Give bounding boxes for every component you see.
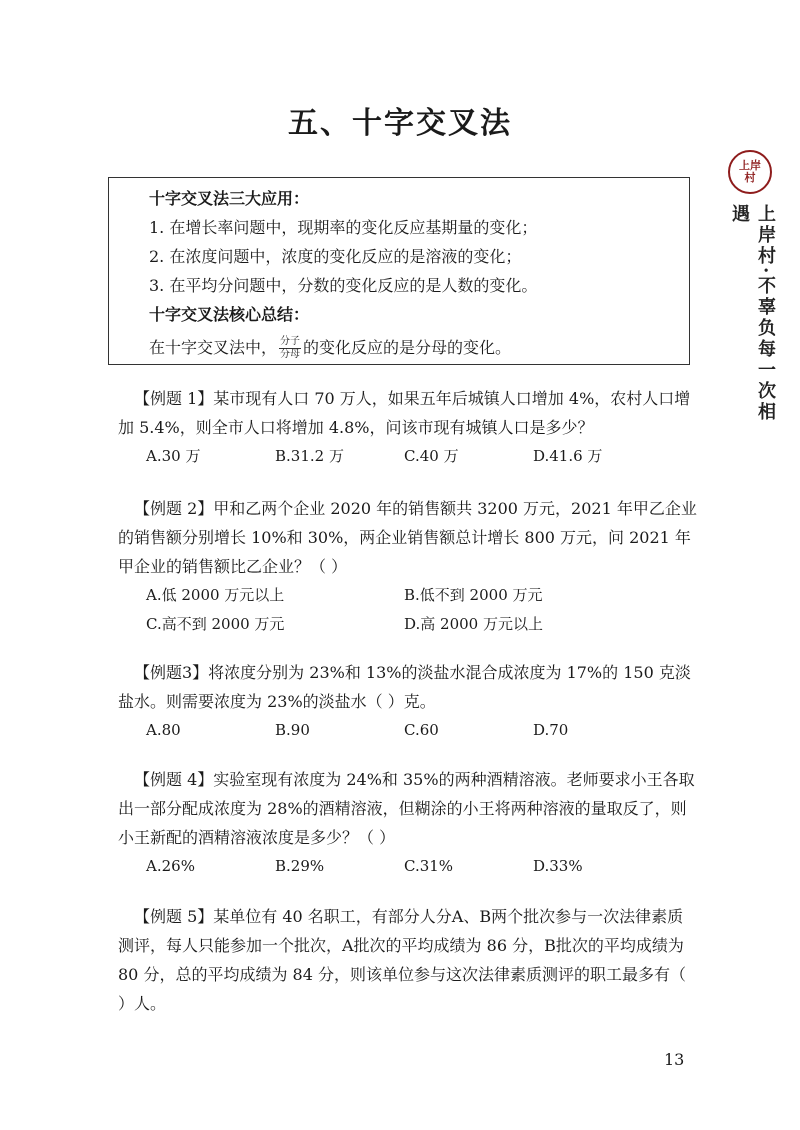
question-2 <box>118 494 698 639</box>
option-b: B.90 <box>275 721 310 739</box>
summary-box <box>108 177 690 365</box>
question-4 <box>118 765 698 881</box>
option-a: A.26% <box>146 857 195 875</box>
question-stem: 【例题 5】某单位有 40 名职工，有部分人分A、B两个批次参与一次法律素质测评，每人只能参加一个批次，A批次的平均成绩为 86 分，B批次的平均成绩为 80 分，总的平均成绩为 84 分，则该单位参与这次法律素质测评的职工最多有（ ）人。 <box>118 907 686 1013</box>
core-prefix: 在十字交叉法中， <box>149 338 278 357</box>
fraction-denominator: 分母 <box>280 349 301 360</box>
option-c: C.60 <box>404 721 439 739</box>
summary-item: 2. 在浓度问题中，浓度的变化反应的是溶液的变化； <box>149 247 522 266</box>
option-d: D.41.6 万 <box>533 447 603 465</box>
options <box>118 852 698 881</box>
fraction <box>279 336 301 361</box>
option-d: D.高 2000 万元以上 <box>404 615 543 633</box>
option-b: B.29% <box>275 857 325 875</box>
summary-core-line <box>149 333 689 362</box>
option-c: C.高不到 2000 万元 <box>146 615 285 633</box>
option-b: B.31.2 万 <box>275 447 344 465</box>
option-a: A.30 万 <box>146 447 201 465</box>
page-number: 13 <box>664 1050 685 1069</box>
question-1 <box>118 384 698 471</box>
question-stem: 【例题 2】甲和乙两个企业 2020 年的销售额共 3200 万元，2021 年甲乙企业的销售额分别增长 10%和 30%，两企业销售额总计增长 800 万元，问 2021 年甲企业的销售额比乙企业？（ ） <box>118 499 697 576</box>
options <box>118 716 698 745</box>
question-stem: 【例题3】将浓度分别为 23%和 13%的淡盐水混合成浓度为 17%的 150 克淡盐水。则需要浓度为 23%的淡盐水（ ）克。 <box>118 663 691 711</box>
fraction-numerator: 分子 <box>280 336 301 347</box>
option-a: A.80 <box>146 721 181 739</box>
summary-heading-applications: 十字交叉法三大应用： <box>149 189 310 208</box>
summary-item: 3. 在平均分问题中，分数的变化反应的是人数的变化。 <box>149 276 538 295</box>
option-d: D.33% <box>533 857 583 875</box>
question-5 <box>118 902 698 1018</box>
option-c: C.40 万 <box>404 447 459 465</box>
side-slogan: 上岸村·不辜负每一次相遇 <box>729 204 776 424</box>
option-a: A.低 2000 万元以上 <box>146 586 285 604</box>
options <box>118 581 698 639</box>
logo-seal: 上岸村 <box>728 150 772 194</box>
options <box>118 442 698 471</box>
summary-item: 1. 在增长率问题中，现期率的变化反应基期量的变化； <box>149 218 538 237</box>
question-stem: 【例题 1】某市现有人口 70 万人，如果五年后城镇人口增加 4%，农村人口增加 5.4%，则全市人口将增加 4.8%，问该市现有城镇人口是多少？ <box>118 389 691 437</box>
page-title: 五、十字交叉法 <box>288 106 512 141</box>
side-branding <box>726 150 774 424</box>
option-b: B.低不到 2000 万元 <box>404 586 543 604</box>
summary-heading-core: 十字交叉法核心总结： <box>149 305 310 324</box>
option-d: D.70 <box>533 721 569 739</box>
question-stem: 【例题 4】实验室现有浓度为 24%和 35%的两种酒精溶液。老师要求小王各取出一部分配成浓度为 28%的酒精溶液，但糊涂的小王将两种溶液的量取反了，则小王新配的酒精溶液浓度是多少？（ ） <box>118 770 695 847</box>
question-3 <box>118 658 698 745</box>
core-suffix: 的变化反应的是分母的变化。 <box>303 338 512 357</box>
option-c: C.31% <box>404 857 454 875</box>
